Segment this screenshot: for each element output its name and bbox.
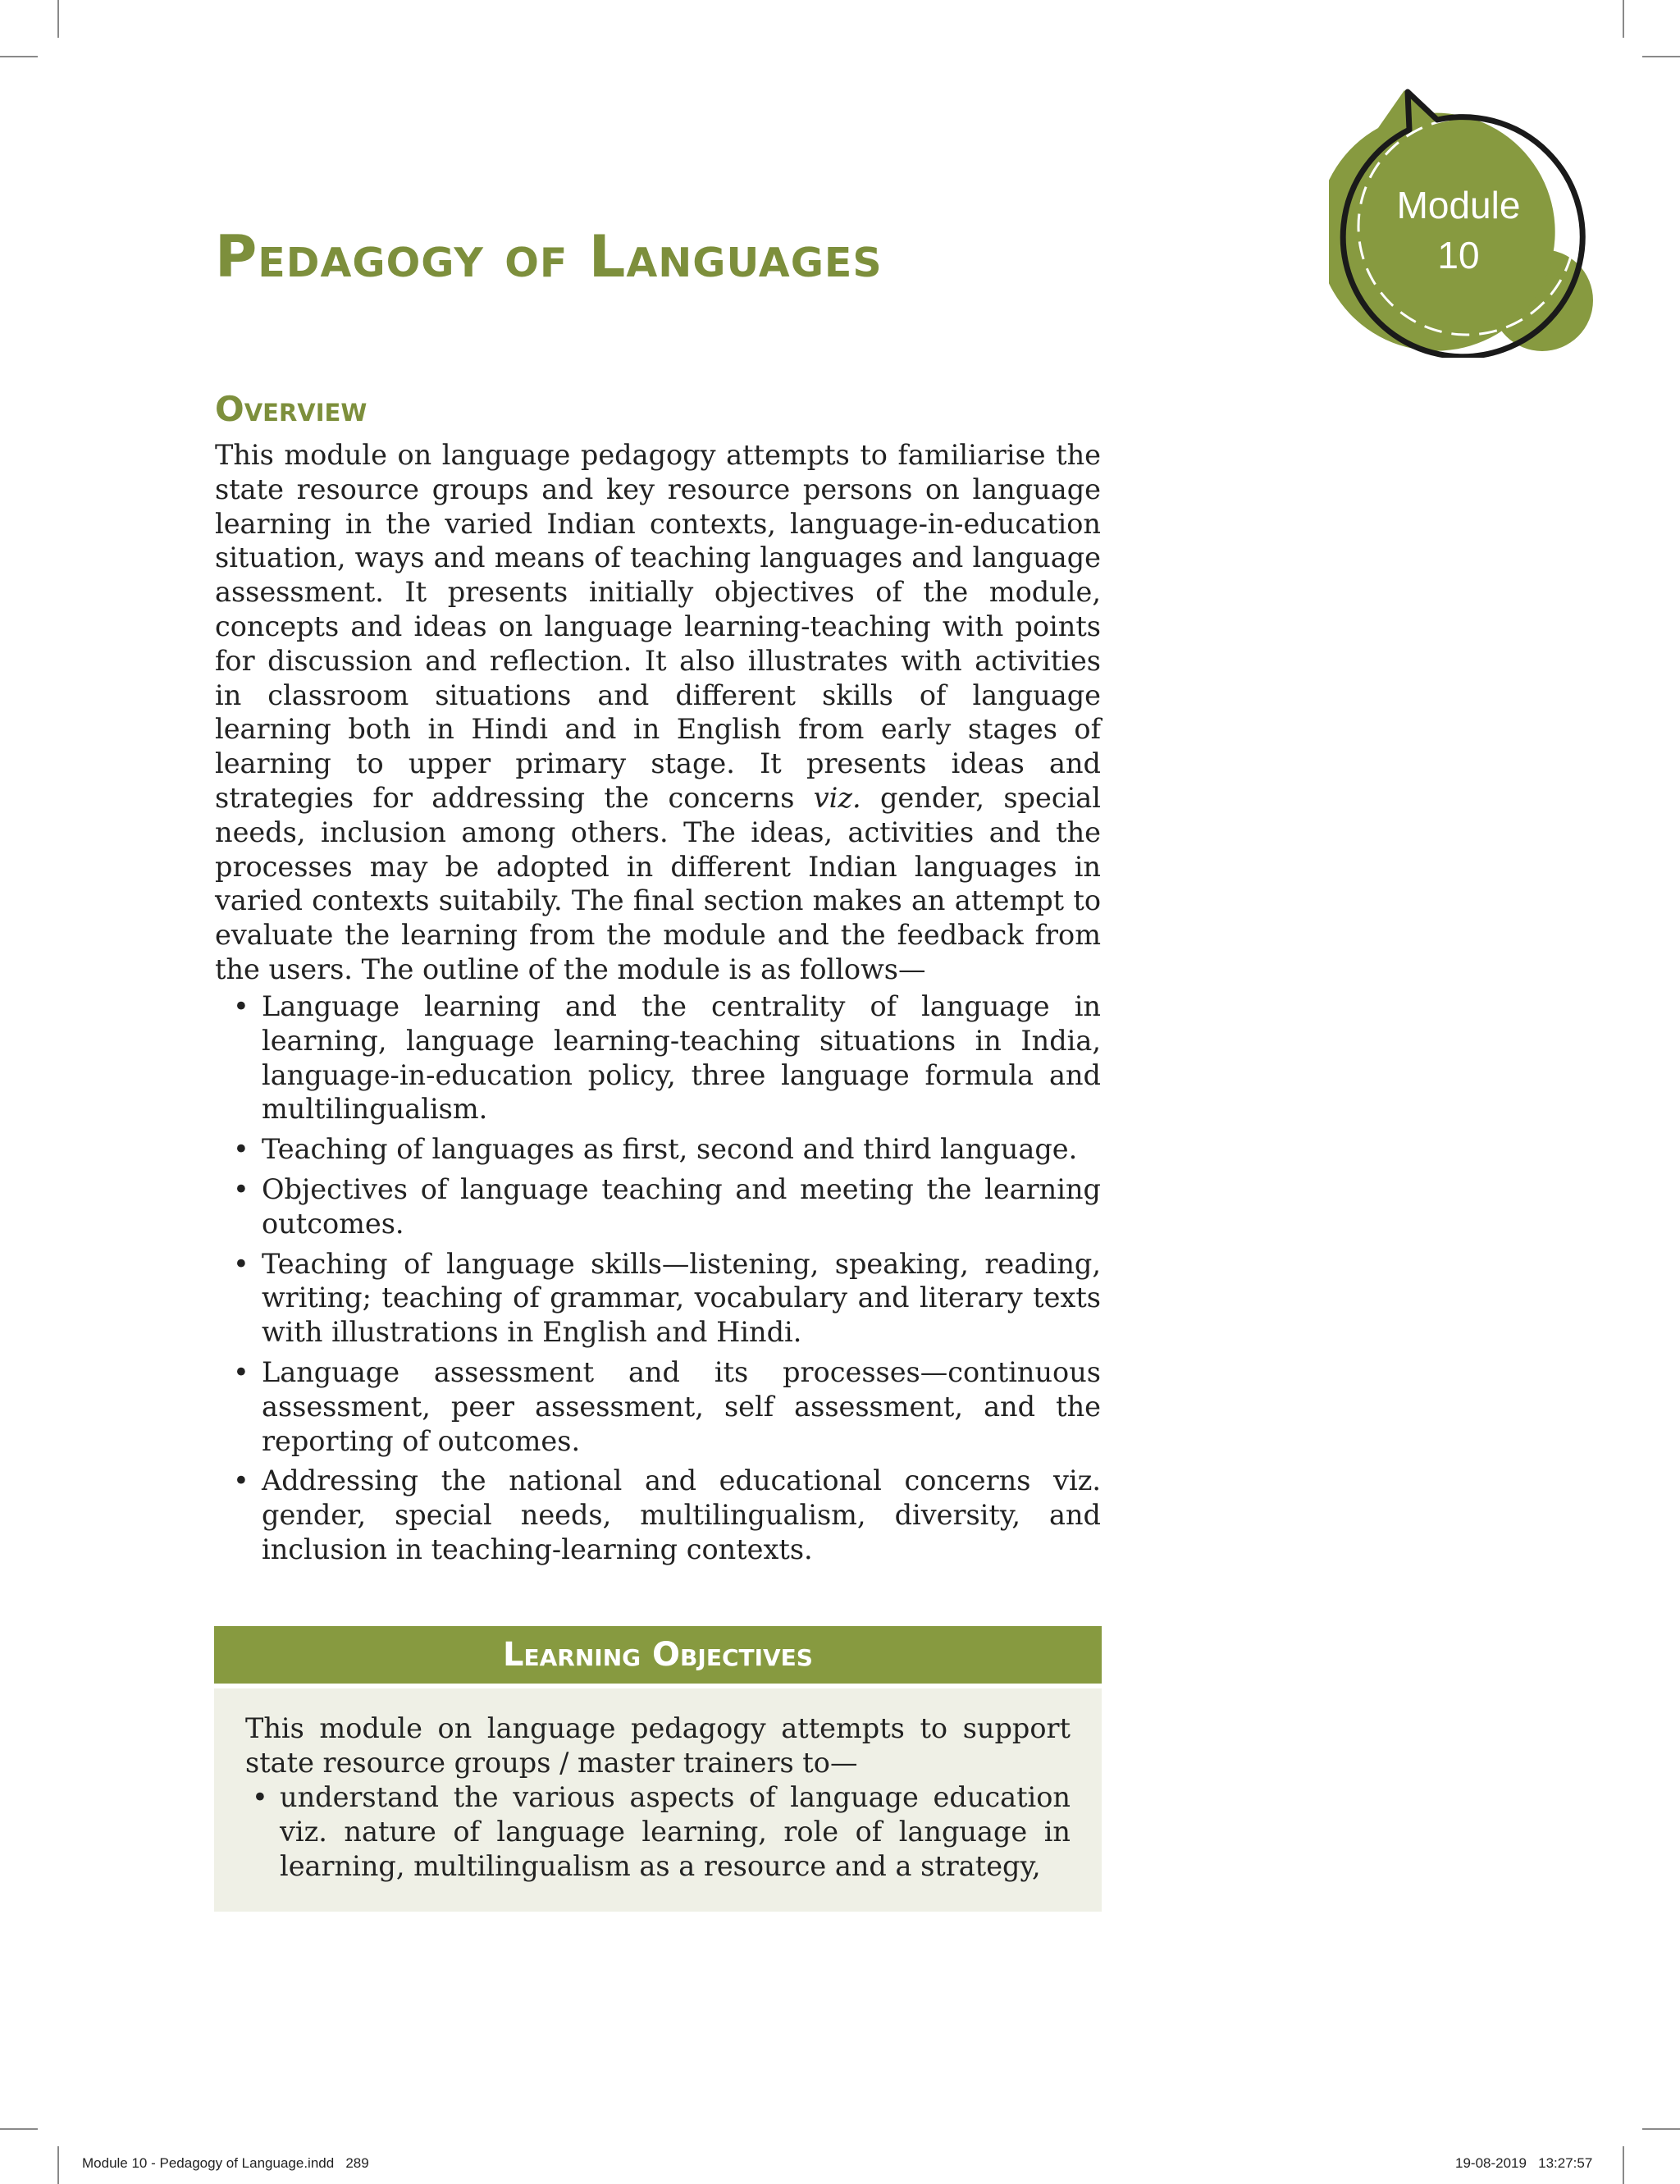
bullet-icon: • — [252, 1781, 268, 1813]
module-label: Module — [1396, 184, 1521, 226]
crop-mark-top-left — [57, 0, 59, 38]
module-number: 10 — [1437, 234, 1480, 276]
crop-mark-bottom-right-h — [1642, 2128, 1680, 2130]
list-item-text: Addressing the national and educational concerns viz. gender, special needs, multilingualism, diversity, and inclusion in teaching-learning contexts. — [262, 1464, 1101, 1565]
list-item — [215, 1464, 1101, 1566]
bullet-icon: • — [233, 1133, 249, 1166]
viz-italic: viz. — [813, 781, 861, 814]
crop-mark-top-right-h — [1642, 56, 1680, 57]
list-item-text: understand the various aspects of language education viz. nature of language learning, role of language in learning, multilingualism as a resource and a strategy, — [280, 1781, 1071, 1882]
bullet-icon: • — [233, 1464, 249, 1497]
crop-mark-top-right — [1623, 0, 1624, 38]
learning-objectives-intro: This module on language pedagogy attempts to support state resource groups / master trainers to— — [245, 1712, 1071, 1779]
bullet-icon: • — [233, 1247, 249, 1280]
list-item — [215, 1247, 1101, 1350]
list-item-text: Objectives of language teaching and meeting the learning outcomes. — [262, 1172, 1101, 1240]
list-item — [215, 1355, 1101, 1458]
crop-mark-bottom-left-h — [0, 2128, 38, 2130]
list-item-text: Language learning and the centrality of language in learning, language learning-teaching situations in India, language-in-education policy, three language formula and multilingualism. — [262, 990, 1101, 1126]
learning-objectives-box — [214, 1688, 1102, 1912]
crop-mark-top-left-h — [0, 56, 38, 57]
page-title: Pedagogy of Languages — [215, 223, 883, 290]
list-item-text: Teaching of language skills—listening, speaking, reading, writing; teaching of grammar, vocabulary and literary texts with illustrations in English and Hindi. — [262, 1247, 1101, 1349]
learning-objectives-heading: Learning Objectives — [214, 1626, 1102, 1684]
list-item — [215, 989, 1101, 1126]
overview-paragraph — [215, 438, 1101, 987]
bullet-icon: • — [233, 990, 249, 1022]
crop-mark-bottom-left — [57, 2146, 59, 2184]
list-item-text: Teaching of languages as first, second and third language. — [262, 1133, 1078, 1166]
overview-heading: Overview — [215, 389, 368, 429]
overview-text-part-2: gender, special needs, inclusion among others. The ideas, activities and the processes may be adopted in different Indian languages in varied contexts suitabily. The final section makes an attempt to evaluate the learning from the module and the feedback from the users. The outline of the module is as follows— — [215, 781, 1101, 985]
list-item — [215, 1132, 1101, 1167]
bullet-icon: • — [233, 1355, 249, 1388]
module-label-group — [1368, 180, 1549, 281]
footer-timestamp: 19-08-2019 13:27:57 — [1455, 2155, 1593, 2171]
list-item — [215, 1172, 1101, 1241]
overview-text-part-1: This module on language pedagogy attempts to familiarise the state resource groups and key resource persons on language learning in the varied Indian contexts, language-in-education situation, ways and means of teaching languages and language assessment. It presents initially objectives of the module, concepts and ideas on language learning-teaching with points for discussion and reflection. It also illustrates with activities in classroom situations and different skills of language learning both in Hindi and in English from early stages of learning to upper primary stage. It presents ideas and strategies for addressing the concerns — [215, 439, 1101, 814]
footer-file-info: Module 10 - Pedagogy of Language.indd 289 — [82, 2155, 369, 2171]
bullet-icon: • — [233, 1172, 249, 1205]
module-outline-list — [215, 989, 1101, 1573]
crop-mark-bottom-right — [1623, 2146, 1624, 2184]
list-item — [245, 1780, 1071, 1884]
learning-objectives-list — [245, 1780, 1071, 1884]
list-item-text: Language assessment and its processes—continuous assessment, peer assessment, self assessment, and the reporting of outcomes. — [262, 1355, 1101, 1457]
